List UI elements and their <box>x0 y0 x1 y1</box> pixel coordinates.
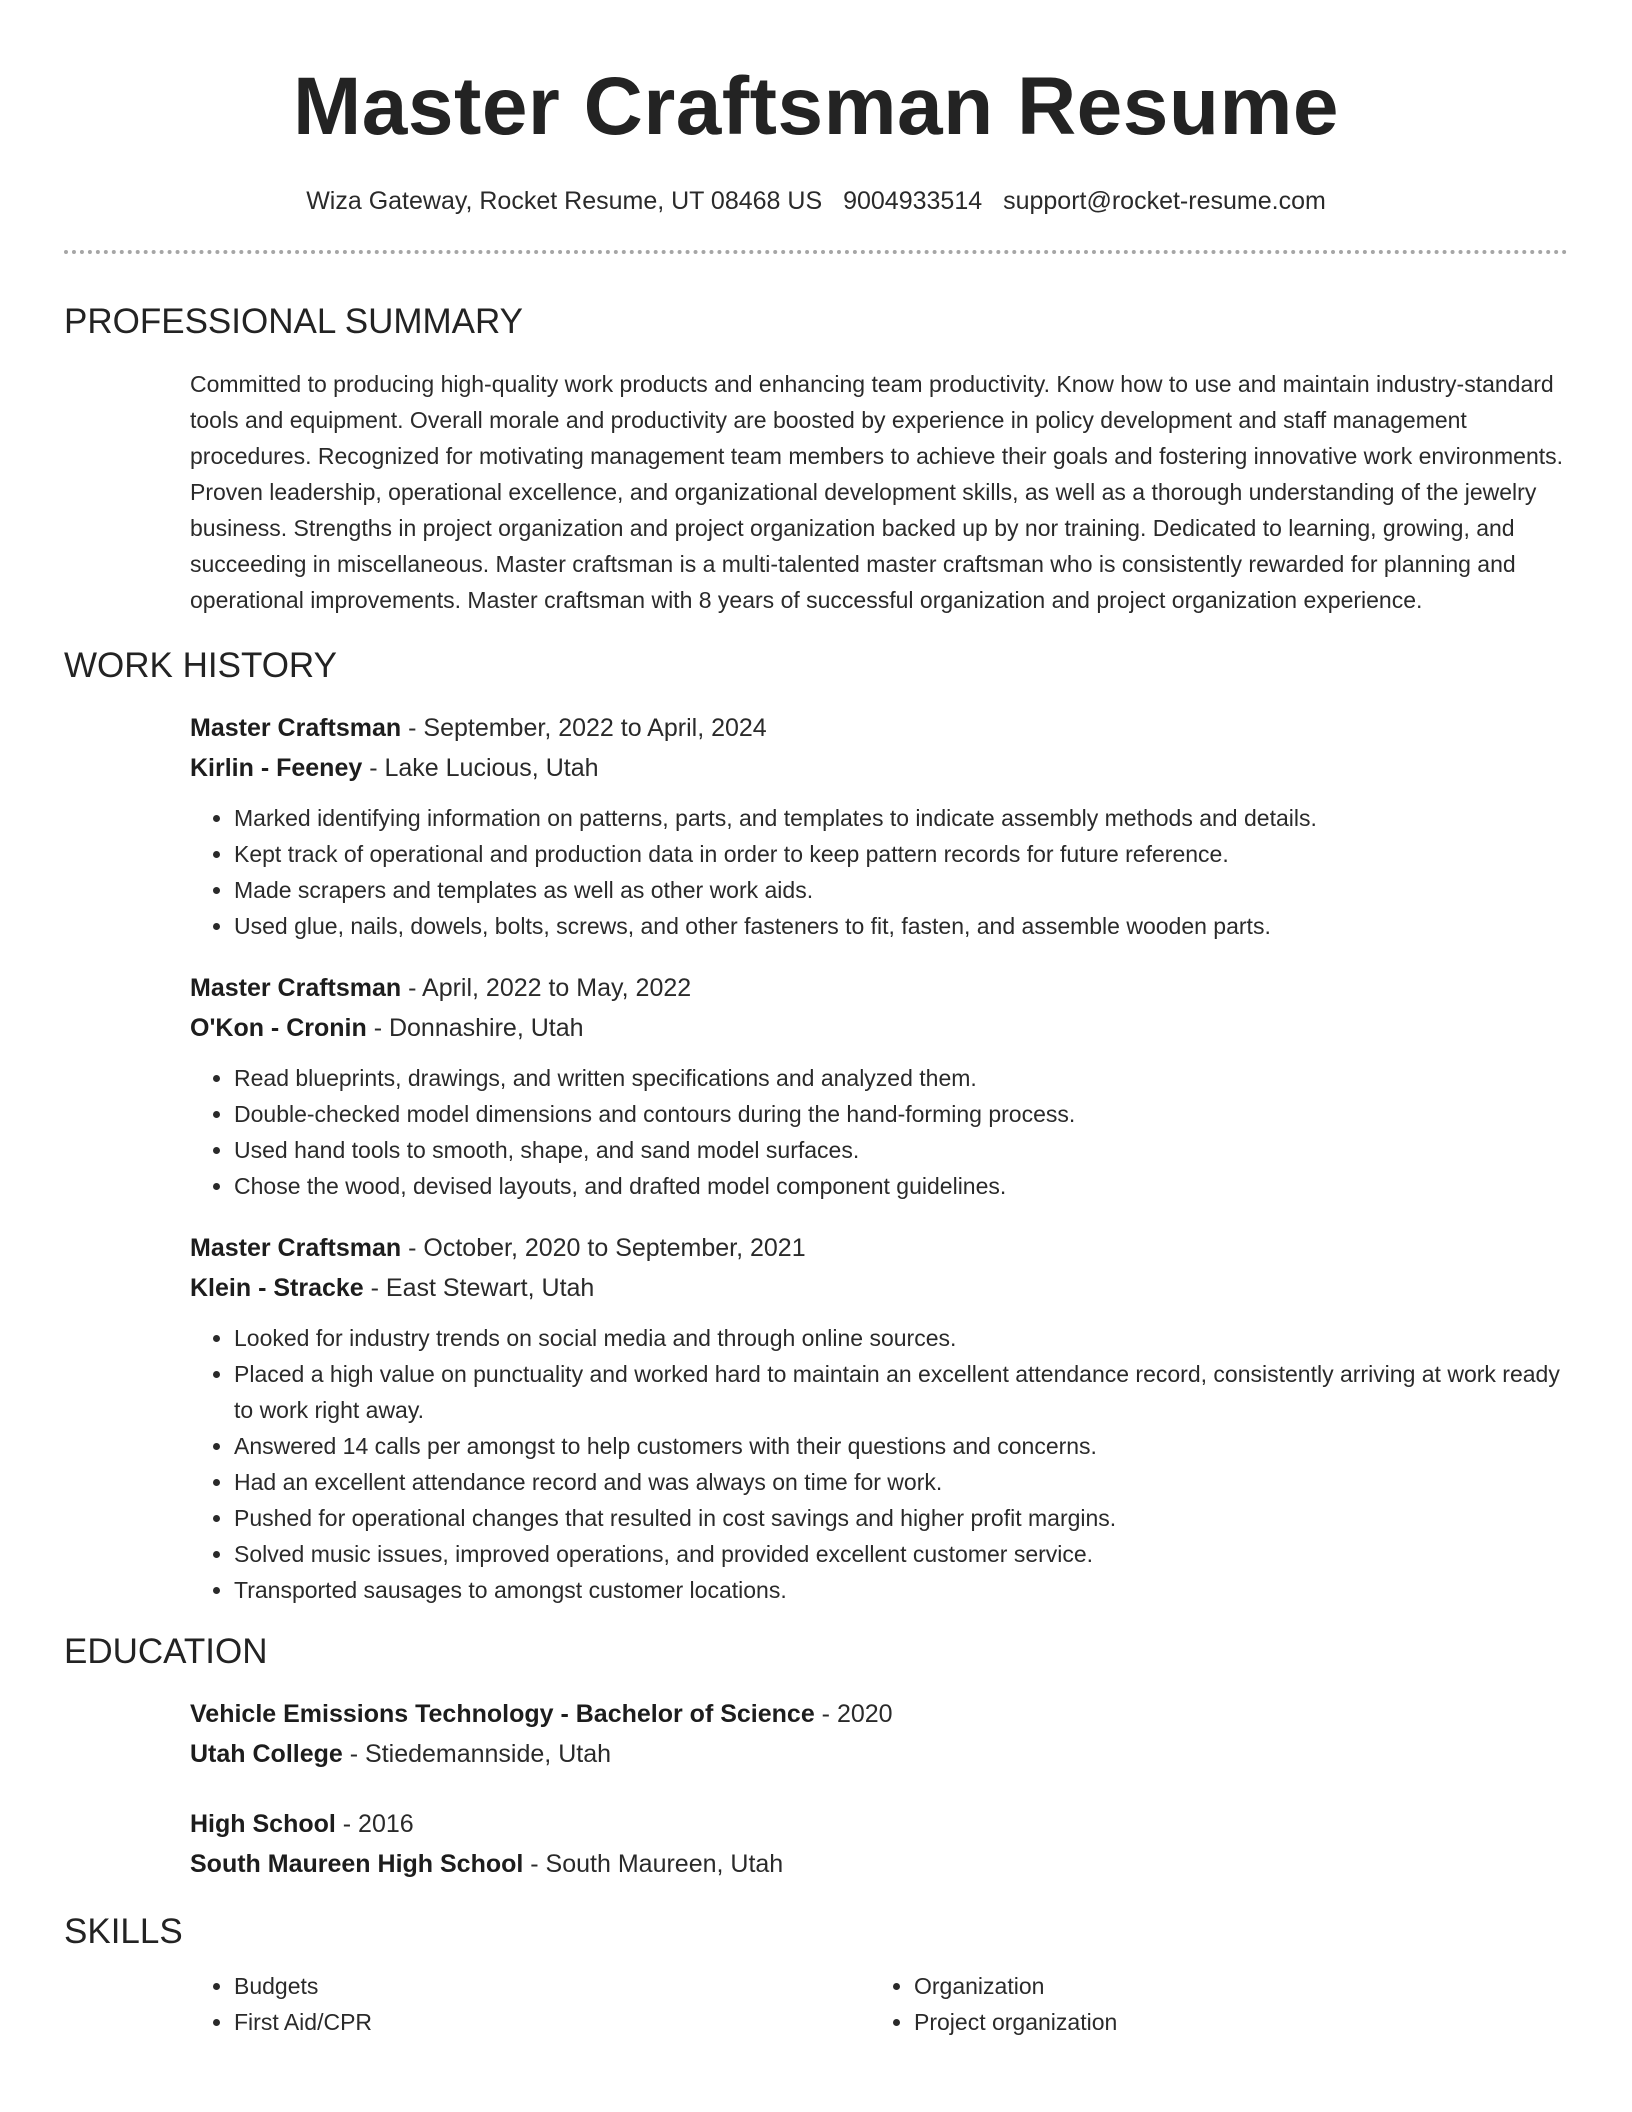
contact-address: Wiza Gateway, Rocket Resume, UT 08468 US <box>306 187 823 215</box>
job-location: - Donnashire, Utah <box>366 1014 584 1042</box>
job-company: Klein - Stracke <box>190 1274 364 1302</box>
skills-section <box>64 1910 1568 2040</box>
job-title-line <box>190 968 1568 1008</box>
list-item: • Marked identifying information on patterns, parts, and templates to indicate assembly methods and details. <box>234 800 1568 836</box>
job-location: - East Stewart, Utah <box>363 1274 595 1302</box>
contact-email: support@rocket-resume.com <box>1003 187 1326 215</box>
skills-grid <box>190 1968 1568 2040</box>
summary-section <box>64 300 1568 618</box>
job-dates: - April, 2022 to May, 2022 <box>401 974 692 1002</box>
contact-line <box>64 186 1568 216</box>
skills-heading: SKILLS <box>64 1912 183 1951</box>
degree-line <box>190 1804 1568 1844</box>
education-entry <box>190 1694 1568 1774</box>
job-bullets <box>190 1060 1568 1204</box>
degree-line <box>190 1694 1568 1734</box>
list-item: • Answered 14 calls per amongst to help customers with their questions and concerns. <box>234 1428 1568 1464</box>
job-title-line <box>190 708 1568 748</box>
header-divider <box>64 250 1568 254</box>
job-bullets <box>190 800 1568 944</box>
list-item: • Placed a high value on punctuality and worked hard to maintain an excellent attendance record, consistently arriving at work ready to work right away. <box>234 1356 1568 1428</box>
list-item: • Kept track of operational and production data in order to keep pattern records for future reference. <box>234 836 1568 872</box>
degree-year: - 2016 <box>335 1810 414 1838</box>
school-location: - Stiedemannside, Utah <box>342 1740 611 1768</box>
list-item: • Chose the wood, devised layouts, and drafted model component guidelines. <box>234 1168 1568 1204</box>
list-item: • Pushed for operational changes that resulted in cost savings and higher profit margins. <box>234 1500 1568 1536</box>
list-item: • Had an excellent attendance record and was always on time for work. <box>234 1464 1568 1500</box>
summary-text: Committed to producing high-quality work products and enhancing team productivity. Know how to use and maintain industry-standard tools and equipment. Overall morale and productivity are boosted by experience in policy development and staff management procedures. Recognized for motivating management team members to achieve their goals and fostering innovative work environments. Proven leadership, operational excellence, and organizational development skills, as well as a thorough understanding of the jewelry business. Strengths in project organization and project organization backed up by nor training. Dedicated to learning, growing, and succeeding in miscellaneous. Master craftsman is a multi-talented master craftsman who is consistently rewarded for planning and operational improvements. Master craftsman with 8 years of successful organization and project organization experience. <box>190 371 1564 613</box>
summary-heading: PROFESSIONAL SUMMARY <box>64 302 523 341</box>
school-name: Utah College <box>190 1740 343 1768</box>
job-company: Kirlin - Feeney <box>190 754 363 782</box>
school-name: South Maureen High School <box>190 1850 524 1878</box>
list-item: • Organization <box>914 1968 1550 2004</box>
work-section <box>64 644 1568 1608</box>
education-heading: EDUCATION <box>64 1632 268 1671</box>
school-line <box>190 1844 1568 1884</box>
job-title: Master Craftsman <box>190 974 402 1002</box>
degree-year: - 2020 <box>814 1700 893 1728</box>
work-heading: WORK HISTORY <box>64 646 337 685</box>
resume-page <box>64 0 1568 2040</box>
list-item: • Looked for industry trends on social media and through online sources. <box>234 1320 1568 1356</box>
job-company: O'Kon - Cronin <box>190 1014 367 1042</box>
contact-phone: 9004933514 <box>843 187 983 215</box>
degree-name: High School <box>190 1810 336 1838</box>
list-item: • Used glue, nails, dowels, bolts, screws, and other fasteners to fit, fasten, and assemble wooden parts. <box>234 908 1568 944</box>
job-title: Master Craftsman <box>190 714 402 742</box>
list-item: • Used hand tools to smooth, shape, and sand model surfaces. <box>234 1132 1568 1168</box>
job-entry <box>190 968 1568 1204</box>
list-item: • Project organization <box>914 2004 1550 2040</box>
education-entry <box>190 1804 1568 1884</box>
skills-column-right <box>870 1968 1550 2040</box>
job-company-line <box>190 1008 1568 1048</box>
list-item: • First Aid/CPR <box>234 2004 870 2040</box>
job-company-line <box>190 748 1568 788</box>
job-company-line <box>190 1268 1568 1308</box>
job-title: Master Craftsman <box>190 1234 402 1262</box>
job-dates: - September, 2022 to April, 2024 <box>401 714 767 742</box>
job-dates: - October, 2020 to September, 2021 <box>401 1234 806 1262</box>
list-item: • Double-checked model dimensions and contours during the hand-forming process. <box>234 1096 1568 1132</box>
job-location: - Lake Lucious, Utah <box>362 754 599 782</box>
skills-column-left <box>190 1968 870 2040</box>
school-line <box>190 1734 1568 1774</box>
list-item: • Read blueprints, drawings, and written specifications and analyzed them. <box>234 1060 1568 1096</box>
job-entry <box>190 1228 1568 1608</box>
list-item: • Solved music issues, improved operations, and provided excellent customer service. <box>234 1536 1568 1572</box>
list-item: • Made scrapers and templates as well as other work aids. <box>234 872 1568 908</box>
job-title-line <box>190 1228 1568 1268</box>
job-bullets <box>190 1320 1568 1608</box>
resume-title: Master Craftsman Resume <box>293 61 1339 152</box>
list-item: • Transported sausages to amongst customer locations. <box>234 1572 1568 1608</box>
education-section <box>64 1630 1568 1884</box>
list-item: • Budgets <box>234 1968 870 2004</box>
job-entry <box>190 708 1568 944</box>
school-location: - South Maureen, Utah <box>523 1850 784 1878</box>
degree-name: Vehicle Emissions Technology - Bachelor of Science <box>190 1700 815 1728</box>
